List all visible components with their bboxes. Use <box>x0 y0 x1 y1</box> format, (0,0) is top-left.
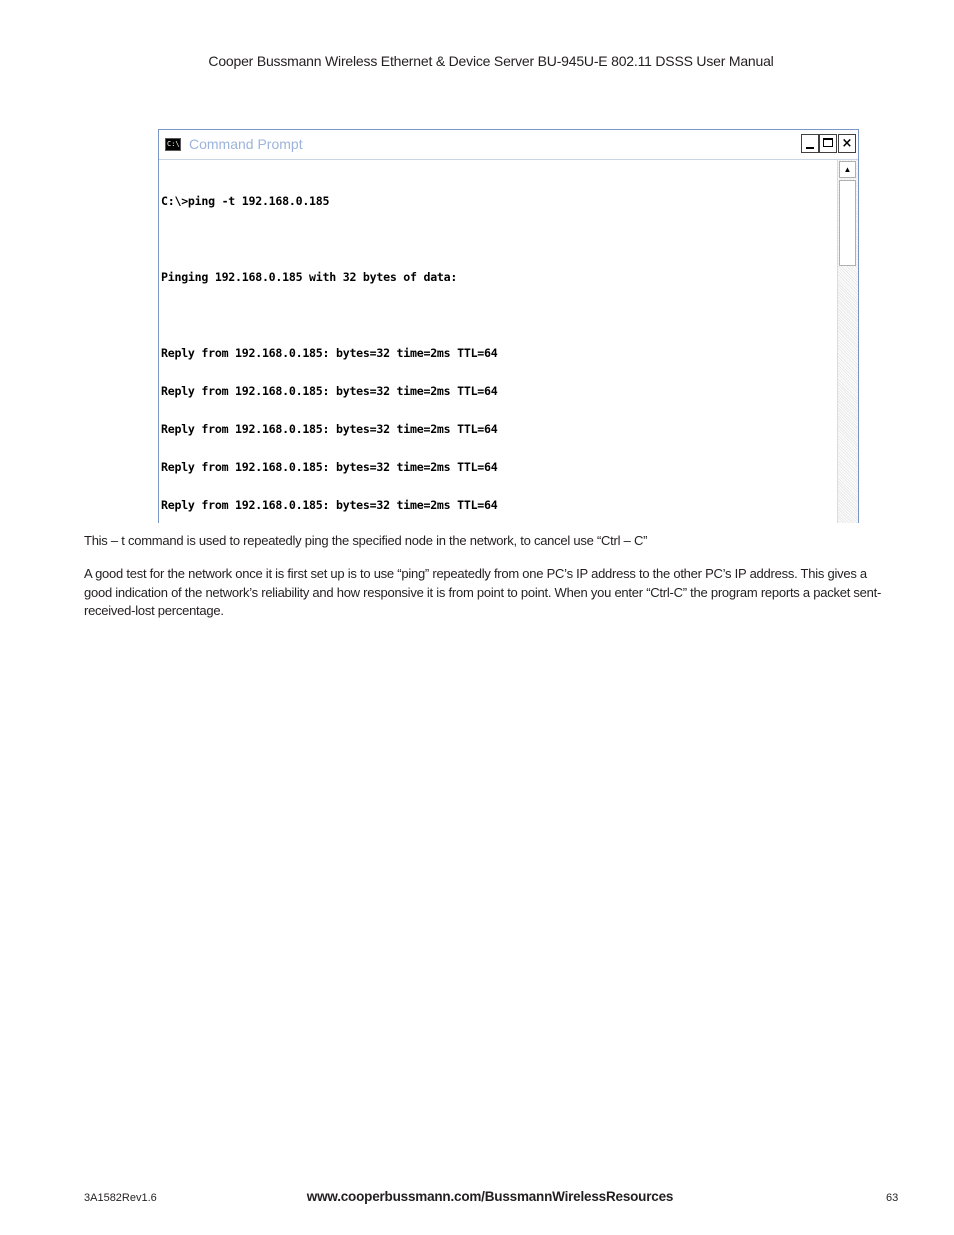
console-line <box>161 309 833 322</box>
close-button[interactable]: × <box>838 134 856 153</box>
console-line: Pinging 192.168.0.185 with 32 bytes of data: <box>161 270 458 285</box>
command-prompt-window[interactable] <box>158 129 859 523</box>
vertical-scrollbar[interactable] <box>837 160 858 523</box>
console-output[interactable] <box>161 170 833 523</box>
window-titlebar[interactable] <box>159 130 858 160</box>
console-line: C:\>ping -t 192.168.0.185 <box>161 194 330 209</box>
console-line: Reply from 192.168.0.185: bytes=32 time=2ms TTL=64 <box>161 422 498 437</box>
maximize-icon <box>823 138 833 147</box>
body-paragraph-network-test: A good test for the network once it is first set up is to use “ping” repeatedly from one PC’s IP address to the other PC’s IP address. This gives a good indication of the network’s reliability and how responsive it is from point to point. When you enter “Ctrl-C” the program reports a packet sent-received-lost percentage. <box>84 566 882 618</box>
console-line: Reply from 192.168.0.185: bytes=32 time=2ms TTL=64 <box>161 346 498 361</box>
body-paragraph-ping-t: This – t command is used to repeatedly ping the specified node in the network, to cancel use “Ctrl – C” <box>84 533 648 548</box>
minimize-icon <box>806 147 814 149</box>
footer-doc-code: 3A1582Rev1.6 <box>84 1192 157 1204</box>
command-prompt-icon: C:\ <box>165 138 181 151</box>
page-header-title: Cooper Bussmann Wireless Ethernet & Device Server BU-945U-E 802.11 DSSS User Manual <box>208 53 774 69</box>
scroll-thumb[interactable] <box>839 180 856 266</box>
scroll-up-button[interactable]: ▲ <box>839 161 856 178</box>
console-line: Reply from 192.168.0.185: bytes=32 time=2ms TTL=64 <box>161 497 498 512</box>
console-line <box>161 233 833 246</box>
window-title: Command Prompt <box>189 136 303 152</box>
console-line: Reply from 192.168.0.185: bytes=32 time=2ms TTL=64 <box>161 384 498 399</box>
minimize-button[interactable] <box>801 134 819 153</box>
footer-url-link[interactable]: www.cooperbussmann.com/BussmannWirelessResources <box>306 1189 674 1204</box>
console-line: Reply from 192.168.0.185: bytes=32 time=2ms TTL=64 <box>161 459 498 474</box>
footer-page-number: 63 <box>886 1192 899 1204</box>
maximize-button[interactable] <box>819 134 837 153</box>
